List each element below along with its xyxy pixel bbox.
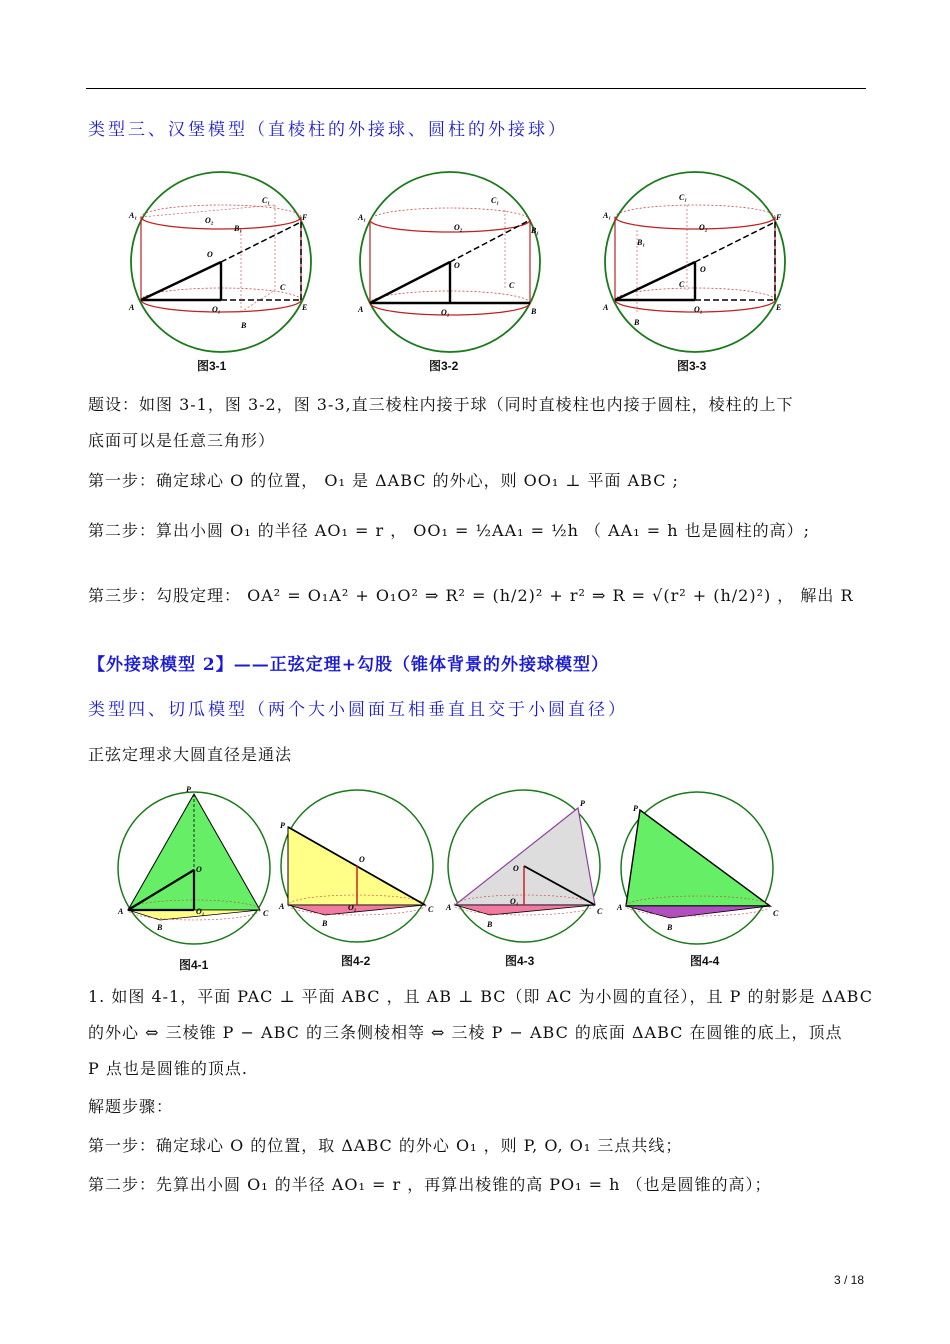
svg-text:B: B xyxy=(322,919,328,928)
svg-text:B: B xyxy=(667,923,673,932)
svg-text:O: O xyxy=(513,864,519,873)
svg-text:A: A xyxy=(617,903,623,912)
svg-text:O₁: O₁ xyxy=(441,308,450,317)
para1-line3: P 点也是圆锥的顶点. xyxy=(88,1059,248,1078)
svg-text:A: A xyxy=(603,303,609,312)
solve-step2: 第二步：先算出小圆 O₁ 的半径 AO₁ = r ，再算出棱锥的高 PO₁ = h （也是圆锥的高）； xyxy=(88,1175,772,1194)
step2-line: 第二步：算出小圆 O₁ 的半径 AO₁ = r ， OO₁ = ½AA₁ = ½h （ AA₁ = h 也是圆柱的高）; xyxy=(88,521,810,540)
svg-text:C: C xyxy=(773,909,779,918)
heading-type3: 类型三、汉堡模型（直棱柱的外接球、圆柱的外接球） xyxy=(88,120,568,140)
svg-text:O₂: O₂ xyxy=(699,223,708,232)
svg-text:F: F xyxy=(302,213,308,222)
caption-fig-4-2: 图4-2 xyxy=(341,954,371,968)
svg-text:O₂: O₂ xyxy=(205,216,214,225)
svg-text:A₁: A₁ xyxy=(603,211,612,220)
svg-text:C₁: C₁ xyxy=(262,196,271,205)
svg-text:C: C xyxy=(679,280,685,289)
svg-text:C: C xyxy=(280,283,286,292)
figure-3-row xyxy=(0,160,950,380)
caption-fig-4-4: 图4-4 xyxy=(690,954,720,968)
caption-fig-4-1: 图4-1 xyxy=(179,958,209,972)
step1-line: 第一步：确定球心 O 的位置， O₁ 是 ΔABC 的外心，则 OO₁ ⊥ 平面 ABC ; xyxy=(88,471,679,490)
figure-4-3 xyxy=(445,790,603,942)
solve-steps-label: 解题步骤： xyxy=(88,1097,174,1116)
svg-text:O₁: O₁ xyxy=(212,305,221,314)
svg-text:O: O xyxy=(454,261,460,270)
figure-3-1 xyxy=(128,172,311,352)
svg-text:O₁: O₁ xyxy=(348,903,357,912)
svg-text:C: C xyxy=(263,909,269,918)
svg-text:P: P xyxy=(280,821,285,830)
svg-text:B: B xyxy=(487,920,493,929)
solve-step1: 第一步：确定球心 O 的位置，取 ΔABC 的外心 O₁ ，则 P, O, O₁ 三点共线； xyxy=(88,1136,683,1155)
heading-type4: 类型四、切瓜模型（两个大小圆面互相垂直且交于小圆直径） xyxy=(88,700,628,720)
svg-text:P: P xyxy=(580,799,585,808)
svg-text:O₁: O₁ xyxy=(196,907,205,916)
svg-text:O₂: O₂ xyxy=(454,223,463,232)
svg-text:A₁: A₁ xyxy=(129,211,138,220)
svg-text:B₁: B₁ xyxy=(234,224,243,233)
figure-4-4 xyxy=(616,792,779,944)
svg-text:A: A xyxy=(118,907,124,916)
svg-text:B: B xyxy=(241,321,247,330)
svg-text:O: O xyxy=(207,250,213,259)
page-number: 3 / 18 xyxy=(833,1273,864,1287)
svg-text:A: A xyxy=(358,305,364,314)
svg-text:A: A xyxy=(446,903,452,912)
svg-text:E: E xyxy=(302,303,308,312)
svg-text:F: F xyxy=(776,213,782,222)
sine-rule-note: 正弦定理求大圆直径是通法 xyxy=(88,745,293,764)
caption-fig-3-1: 图3-1 xyxy=(197,359,227,373)
svg-text:O: O xyxy=(196,865,202,874)
svg-text:E: E xyxy=(776,303,782,312)
svg-text:C: C xyxy=(428,905,434,914)
svg-text:O: O xyxy=(359,855,365,864)
svg-text:O: O xyxy=(700,265,706,274)
svg-text:A₁: A₁ xyxy=(358,213,367,222)
svg-text:C: C xyxy=(597,907,603,916)
para1-line2: 的外心 ⇔ 三棱锥 P − ABC 的三条侧棱相等 ⇔ 三棱 P − ABC 的底面 ΔABC 在圆锥的底上，顶点 xyxy=(88,1023,843,1042)
figure-3-3 xyxy=(602,172,785,352)
svg-text:C: C xyxy=(509,281,515,290)
svg-text:P: P xyxy=(633,804,638,813)
figure-3-2 xyxy=(357,172,540,352)
para1-line1: 1. 如图 4-1，平面 PAC ⊥ 平面 ABC ，且 AB ⊥ BC（即 AC 为小圆的直径），且 P 的射影是 ΔABC xyxy=(88,987,873,1006)
figure-4-2 xyxy=(278,790,434,942)
caption-fig-4-3: 图4-3 xyxy=(505,954,535,968)
step3-line: 第三步：勾股定理： OA² = O₁A² + O₁O² ⇒ R² = (h/2)² + r² ⇒ R = √(r² + (h/2)²) ， 解出 R xyxy=(88,586,854,605)
svg-text:B: B xyxy=(157,923,163,932)
svg-text:B: B xyxy=(634,318,640,327)
svg-text:P: P xyxy=(186,785,191,794)
figure-4-1 xyxy=(117,785,270,944)
svg-text:B: B xyxy=(531,307,537,316)
svg-text:C₁: C₁ xyxy=(491,196,500,205)
figure-4-row xyxy=(0,780,950,955)
para-setup-line1: 题设：如图 3-1，图 3-2，图 3-3,直三棱柱内接于球（同时直棱柱也内接于圆柱，棱柱的上下 xyxy=(88,395,794,414)
svg-text:C₁: C₁ xyxy=(679,193,688,202)
svg-text:A: A xyxy=(129,303,135,312)
heading-model2: 【外接球模型 2】——正弦定理+勾股（锥体背景的外接球模型） xyxy=(88,655,609,675)
svg-text:B₁: B₁ xyxy=(637,238,646,247)
svg-text:A: A xyxy=(279,902,285,911)
svg-text:B₁: B₁ xyxy=(531,226,540,235)
header-rule xyxy=(86,88,866,89)
caption-fig-3-2: 图3-2 xyxy=(429,359,459,373)
caption-fig-3-3: 图3-3 xyxy=(677,359,707,373)
para-setup-line2: 底面可以是任意三角形） xyxy=(88,431,276,450)
svg-text:O₁: O₁ xyxy=(510,897,519,906)
svg-text:O₁: O₁ xyxy=(694,305,703,314)
